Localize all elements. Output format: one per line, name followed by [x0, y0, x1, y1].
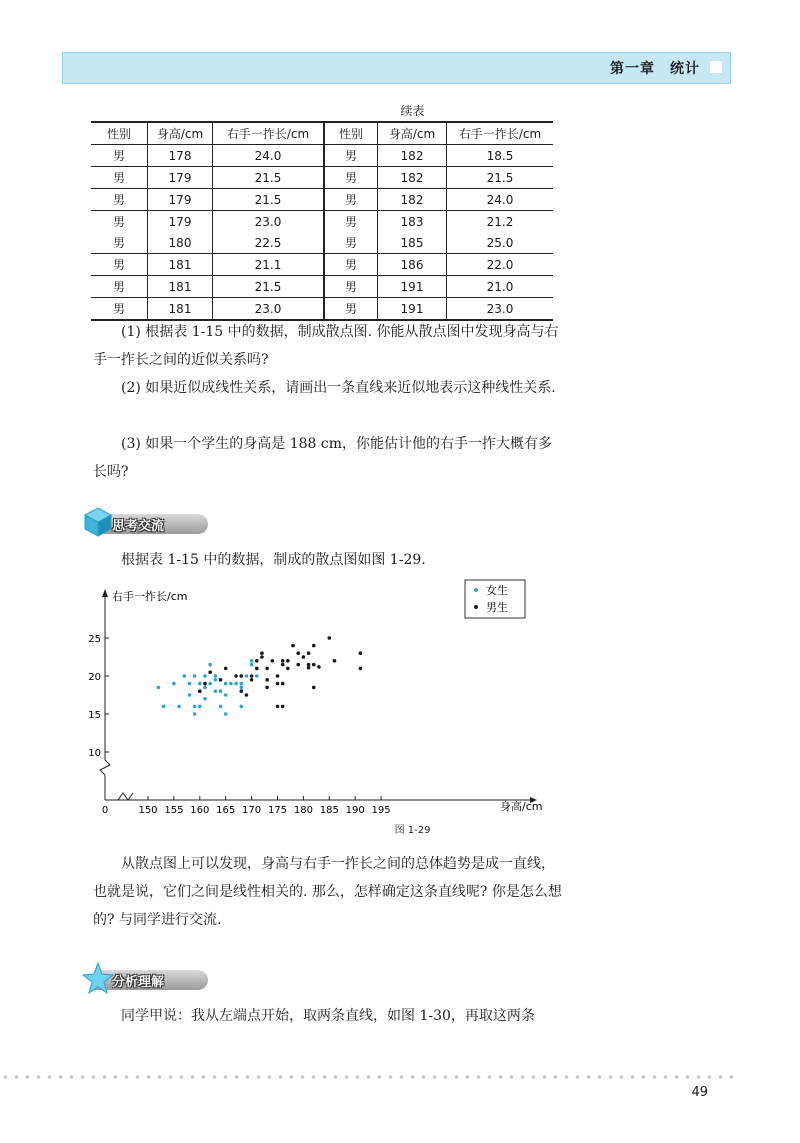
header-square-icon	[710, 61, 722, 73]
table-row	[91, 211, 553, 233]
table-cell: 23.0	[447, 298, 554, 321]
data-point-female	[234, 682, 238, 686]
scatter-intro: 根据表 1-15 中的数据，制成的散点图如图 1-29.	[121, 552, 426, 568]
table-cell: 男	[324, 211, 378, 233]
data-point-female	[239, 686, 243, 690]
data-point-female	[255, 674, 259, 678]
data-point-male	[260, 655, 264, 659]
x-tick-label: 150	[138, 805, 158, 816]
x-tick-label: 0	[101, 805, 109, 816]
data-point-male	[359, 651, 363, 655]
data-point-female	[224, 693, 228, 697]
data-point-male	[245, 693, 249, 697]
data-point-male	[265, 678, 269, 682]
table-cell: 186	[378, 254, 447, 276]
y-axis-label: 右手一拃长/cm	[112, 590, 188, 603]
data-point-female	[203, 697, 207, 701]
data-point-female	[188, 693, 192, 697]
y-tick-label: 20	[88, 672, 101, 683]
star-icon	[82, 962, 114, 994]
data-point-male	[255, 659, 259, 663]
table-cell: 男	[91, 298, 148, 321]
table-cell: 21.1	[213, 254, 325, 276]
legend-label-male: 男生	[486, 601, 508, 614]
data-point-male	[250, 678, 254, 682]
data-point-female	[162, 705, 166, 709]
table-cell: 178	[148, 145, 213, 167]
page-number: 49	[691, 1085, 708, 1100]
table-cell: 男	[324, 276, 378, 298]
data-point-female	[250, 663, 254, 667]
data-point-female	[239, 682, 243, 686]
table-caption: 续表	[400, 104, 425, 118]
x-tick-label: 185	[319, 805, 339, 816]
data-point-female	[188, 682, 192, 686]
table-header-cell: 身高/cm	[378, 122, 447, 145]
data-point-male	[224, 667, 228, 671]
legend-label-female: 女生	[486, 584, 508, 597]
analysis-badge	[82, 962, 212, 990]
table-cell: 23.0	[213, 211, 325, 233]
x-tick-label: 190	[345, 805, 365, 816]
data-point-female	[219, 705, 223, 709]
data-point-male	[317, 665, 321, 669]
table-cell: 男	[324, 167, 378, 189]
legend-marker-male	[474, 605, 478, 609]
footer-dotted-line	[0, 1074, 740, 1080]
data-point-female	[193, 705, 197, 709]
data-point-female	[198, 705, 202, 709]
table-cell: 185	[378, 232, 447, 254]
data-point-female	[219, 689, 223, 693]
table-header-cell: 右手一拃长/cm	[447, 122, 554, 145]
table-cell: 21.5	[213, 167, 325, 189]
x-tick-label: 160	[190, 805, 210, 816]
data-point-male	[208, 670, 212, 674]
data-point-male	[312, 663, 316, 667]
data-point-male	[359, 667, 363, 671]
data-point-female	[214, 689, 218, 693]
table-row	[91, 145, 553, 167]
data-table	[91, 121, 553, 321]
question-1: (1) 根据表 1-15 中的数据，制成散点图. 你能从散点图中发现身高与右手一拃长之间的近似关系吗?	[93, 324, 559, 368]
figure-caption: 图 1-29	[394, 825, 431, 836]
data-point-male	[333, 659, 337, 663]
think-exchange-badge	[82, 506, 212, 534]
cube-icon	[82, 506, 114, 538]
badge-label: 分析理解	[112, 975, 165, 990]
data-point-male	[281, 705, 285, 709]
table-cell: 22.0	[447, 254, 554, 276]
data-point-female	[172, 682, 176, 686]
data-point-male	[291, 644, 295, 648]
table-cell: 21.5	[447, 167, 554, 189]
data-point-male	[276, 682, 280, 686]
table-row	[91, 254, 553, 276]
data-point-female	[157, 686, 161, 690]
table-cell: 男	[91, 145, 148, 167]
data-point-male	[307, 651, 311, 655]
x-tick-label: 170	[242, 805, 262, 816]
table-cell: 181	[148, 298, 213, 321]
data-point-female	[214, 674, 218, 678]
table-cell: 191	[378, 298, 447, 321]
data-point-female	[208, 682, 212, 686]
table-cell: 22.5	[213, 232, 325, 254]
data-point-female	[198, 682, 202, 686]
table-cell: 男	[324, 189, 378, 211]
table-cell: 23.0	[213, 298, 325, 321]
table-header-cell: 性别	[91, 122, 148, 145]
x-tick-label: 175	[267, 805, 288, 816]
table-cell: 191	[378, 276, 447, 298]
table-cell: 男	[91, 211, 148, 233]
data-point-female	[208, 663, 212, 667]
x-tick-label: 155	[164, 805, 184, 816]
table-cell: 24.0	[213, 145, 325, 167]
data-point-female	[203, 686, 207, 690]
data-point-male	[234, 674, 238, 678]
table-cell: 182	[378, 189, 447, 211]
table-row	[91, 167, 553, 189]
chapter-title: 第一章 统计	[610, 61, 700, 77]
table-row	[91, 276, 553, 298]
data-point-male	[302, 655, 306, 659]
table-cell: 21.5	[213, 276, 325, 298]
question-2: (2) 如果近似成线性关系，请画出一条直线来近似地表示这种线性关系.	[121, 380, 556, 396]
table-header-row	[91, 122, 553, 145]
table-cell: 男	[324, 145, 378, 167]
data-point-female	[214, 678, 218, 682]
table-cell: 179	[148, 167, 213, 189]
y-tick-label: 10	[88, 748, 101, 759]
table-row	[91, 232, 553, 254]
table-cell: 男	[91, 232, 148, 254]
table-row	[91, 189, 553, 211]
data-point-female	[250, 659, 254, 663]
x-axis-label: 身高/cm	[500, 800, 543, 813]
data-point-male	[265, 667, 269, 671]
x-axis-break	[118, 793, 133, 800]
data-point-male	[312, 644, 316, 648]
data-point-female	[193, 712, 197, 716]
legend-marker-female	[474, 588, 478, 592]
y-axis-break	[100, 760, 110, 775]
table-cell: 21.5	[213, 189, 325, 211]
chart-points	[157, 636, 363, 716]
table-cell: 25.0	[447, 232, 554, 254]
table-cell: 181	[148, 276, 213, 298]
data-point-female	[224, 712, 228, 716]
table-cell: 182	[378, 145, 447, 167]
table-header-cell: 性别	[324, 122, 378, 145]
table-cell: 男	[324, 298, 378, 321]
data-point-male	[260, 651, 264, 655]
data-point-male	[312, 686, 316, 690]
table-cell: 179	[148, 211, 213, 233]
chapter-header	[62, 52, 731, 84]
table-cell: 21.2	[447, 211, 554, 233]
y-tick-label: 15	[88, 710, 101, 721]
table-header-cell: 身高/cm	[148, 122, 213, 145]
chart-legend	[465, 580, 525, 618]
table-cell: 182	[378, 167, 447, 189]
data-point-male	[296, 651, 300, 655]
chart-axes	[88, 589, 537, 816]
table-cell: 男	[324, 232, 378, 254]
table-cell: 180	[148, 232, 213, 254]
data-point-male	[250, 674, 254, 678]
table-cell: 181	[148, 254, 213, 276]
data-point-male	[203, 682, 207, 686]
x-tick-label: 180	[293, 805, 313, 816]
badge-label: 思考交流	[112, 519, 165, 534]
table-row	[91, 298, 553, 321]
table-cell: 男	[91, 189, 148, 211]
data-point-male	[219, 678, 223, 682]
data-point-male	[276, 705, 280, 709]
x-tick-label: 165	[216, 805, 236, 816]
data-point-male	[239, 674, 243, 678]
table-cell: 男	[91, 254, 148, 276]
table-cell: 男	[324, 254, 378, 276]
data-point-female	[245, 674, 249, 678]
table-cell: 21.0	[447, 276, 554, 298]
table-cell: 18.5	[447, 145, 554, 167]
table-cell: 男	[91, 167, 148, 189]
discussion-paragraph: 从散点图上可以发现，身高与右手一拃长之间的总体趋势是成一直线，也就是说，它们之间是线性相关的. 那么，怎样确定这条直线呢? 你是怎么想的? 与同学进行交流.	[93, 856, 562, 928]
table-cell: 24.0	[447, 189, 554, 211]
data-point-male	[265, 686, 269, 690]
data-point-male	[281, 659, 285, 663]
data-point-male	[271, 659, 275, 663]
x-tick-label: 195	[371, 805, 391, 816]
table-cell: 179	[148, 189, 213, 211]
question-3: (3) 如果一个学生的身高是 188 cm，你能估计他的右手一拃大概有多长吗?	[93, 436, 553, 480]
data-point-male	[198, 689, 202, 693]
scatter-chart	[90, 575, 560, 815]
data-point-female	[224, 682, 228, 686]
data-point-female	[239, 705, 243, 709]
data-point-male	[328, 636, 332, 640]
y-tick-label: 25	[88, 634, 101, 645]
data-point-female	[177, 705, 181, 709]
table-cell: 183	[378, 211, 447, 233]
data-point-male	[281, 663, 285, 667]
data-point-female	[193, 674, 197, 678]
table-header-cell: 右手一拃长/cm	[213, 122, 325, 145]
data-point-male	[281, 682, 285, 686]
analysis-paragraph: 同学甲说：我从左端点开始，取两条直线，如图 1-30，再取这两条	[121, 1008, 535, 1024]
data-point-male	[276, 674, 280, 678]
data-point-female	[203, 674, 207, 678]
data-point-female	[229, 682, 233, 686]
data-point-male	[239, 689, 243, 693]
data-point-male	[307, 663, 311, 667]
y-axis-arrow	[102, 589, 108, 597]
data-point-male	[286, 667, 290, 671]
data-point-male	[255, 667, 259, 671]
data-point-male	[296, 663, 300, 667]
data-point-male	[286, 659, 290, 663]
data-point-female	[182, 674, 186, 678]
table-cell: 男	[91, 276, 148, 298]
